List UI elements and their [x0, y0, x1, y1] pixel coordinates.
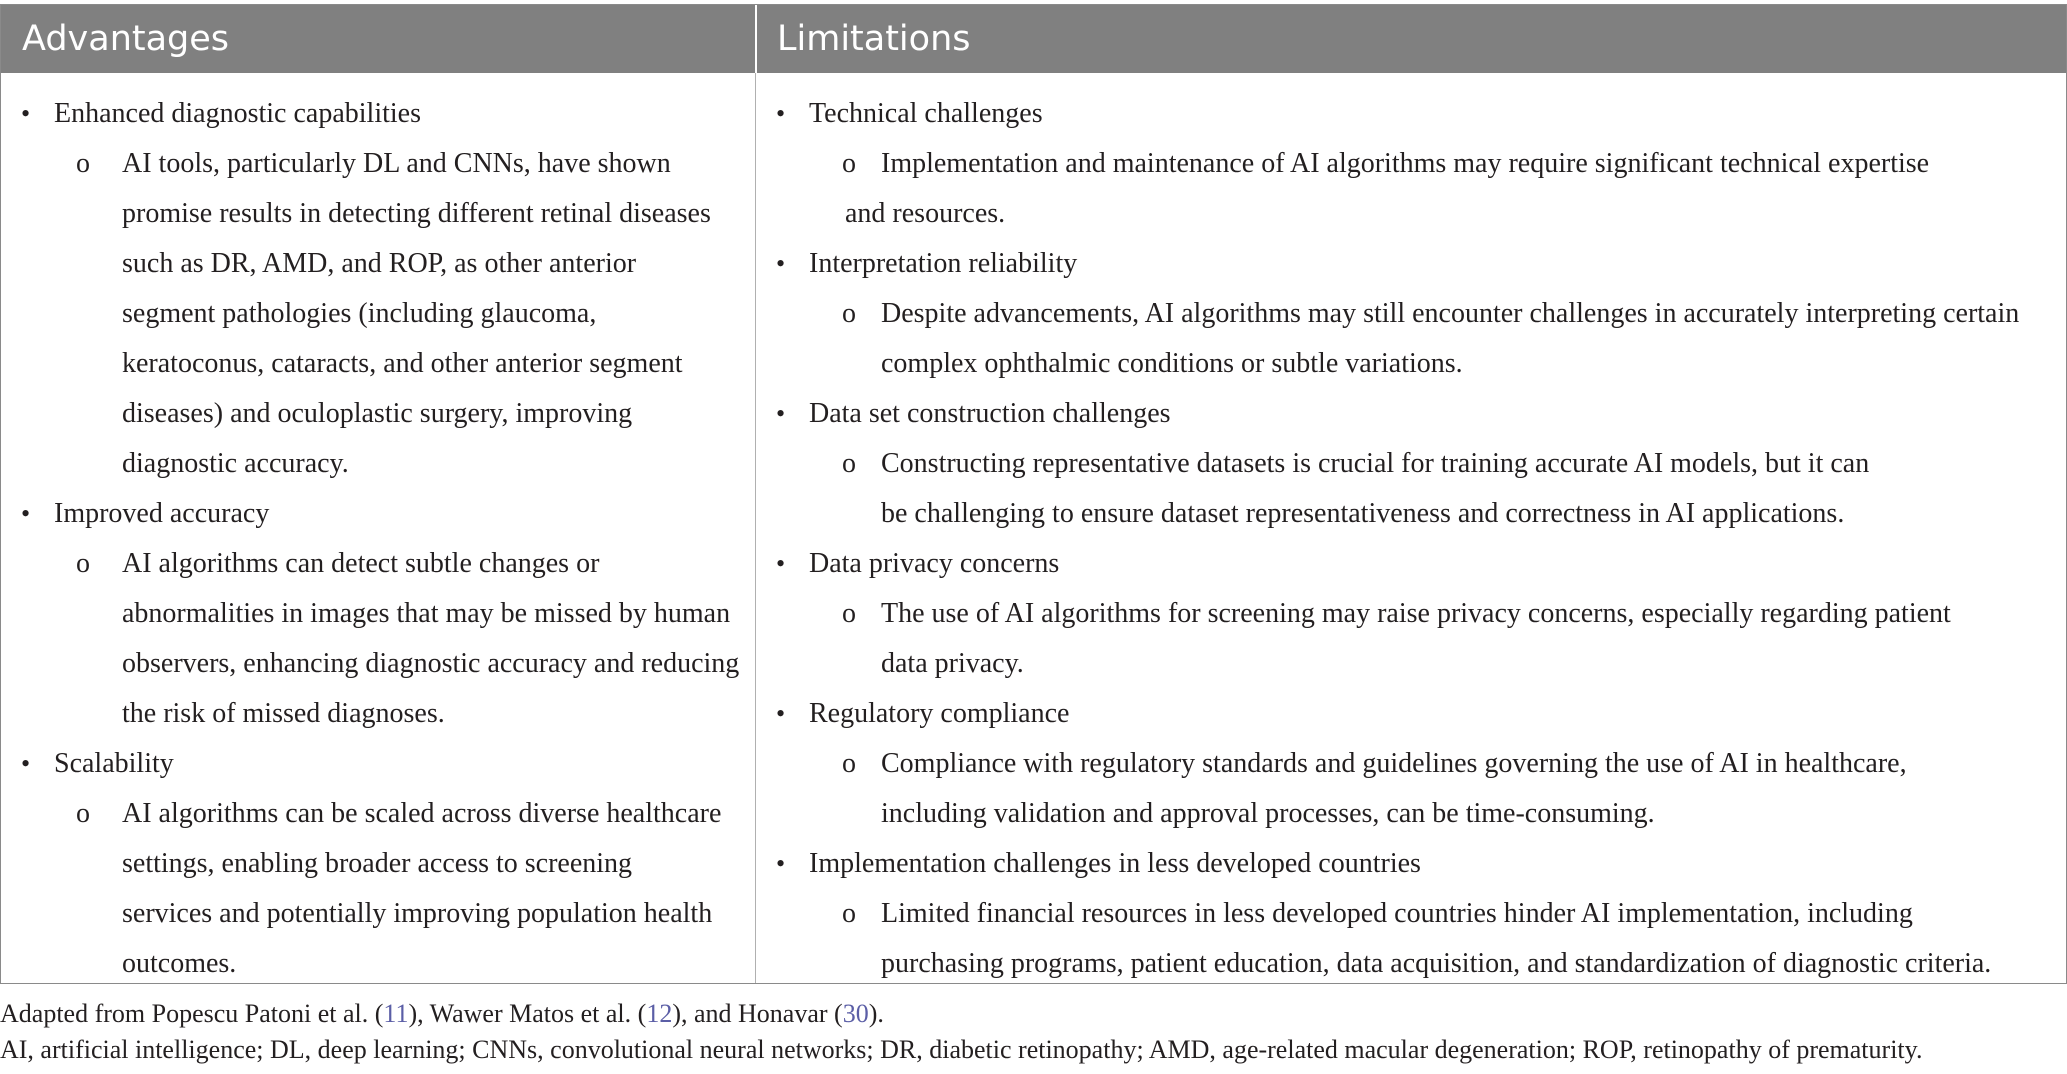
detail-line: abnormalities in images that may be missed by human [122, 598, 731, 629]
detail-line: services and potentially improving population health [122, 898, 713, 929]
detail-line: diseases) and oculoplastic surgery, improving [122, 398, 633, 429]
footnote-text: ), and Honavar ( [672, 999, 843, 1028]
sub-bullet-icon: o [842, 898, 856, 929]
sub-item [1, 789, 755, 989]
detail-line: including validation and approval processes, can be time-consuming. [881, 798, 1655, 829]
detail-line: Despite advancements, AI algorithms may still encounter challenges in accurately interpreting certain [881, 298, 2020, 329]
list-item [756, 689, 2066, 739]
sub-item [756, 439, 2066, 539]
detail-line: be challenging to ensure dataset representativeness and correctness in AI applications. [881, 498, 1845, 529]
advantages-column [1, 89, 755, 989]
sub-item [1, 539, 755, 739]
source-footnote [0, 996, 884, 1032]
table-header-row [1, 5, 2066, 73]
sub-bullet-icon: o [76, 798, 90, 829]
reference-link[interactable]: 30 [842, 999, 869, 1028]
sub-bullet-icon: o [76, 148, 90, 179]
bullet-icon: • [21, 99, 31, 128]
detail-line: Constructing representative datasets is crucial for training accurate AI models, but it can [881, 448, 1870, 479]
detail-line: promise results in detecting different retinal diseases [122, 198, 711, 229]
detail-line: outcomes. [122, 948, 237, 979]
bullet-icon: • [21, 749, 31, 778]
item-title: Data set construction challenges [809, 398, 1171, 429]
list-item [756, 89, 2066, 139]
item-title: Interpretation reliability [809, 248, 1078, 279]
detail-line: complex ophthalmic conditions or subtle variations. [881, 348, 1463, 379]
item-title: Technical challenges [809, 98, 1043, 129]
sub-item [756, 139, 2066, 239]
footnote-text: ). [868, 999, 884, 1028]
reference-link[interactable]: 11 [383, 999, 409, 1028]
bullet-icon: • [776, 549, 786, 578]
advantages-limitations-table [0, 4, 2067, 984]
list-item [756, 539, 2066, 589]
detail-line: such as DR, AMD, and ROP, as other anterior [122, 248, 637, 279]
detail-line: The use of AI algorithms for screening may raise privacy concerns, especially regarding patient [881, 598, 1951, 629]
bullet-icon: • [776, 399, 786, 428]
detail-line: Compliance with regulatory standards and guidelines governing the use of AI in healthcare, [881, 748, 1907, 779]
sub-bullet-icon: o [76, 548, 90, 579]
detail-line: Limited financial resources in less developed countries hinder AI implementation, including [881, 898, 1913, 929]
header-limitations: Limitations [777, 19, 971, 59]
detail-line: purchasing programs, patient education, data acquisition, and standardization of diagnostic criteria. [881, 948, 1992, 979]
limitations-column [756, 89, 2066, 989]
detail-line: AI tools, particularly DL and CNNs, have shown [122, 148, 671, 179]
bullet-icon: • [776, 699, 786, 728]
list-item [1, 489, 755, 539]
sub-bullet-icon: o [842, 748, 856, 779]
sub-bullet-icon: o [842, 298, 856, 329]
detail-line: Implementation and maintenance of AI algorithms may require significant technical expertise [881, 148, 1930, 179]
sub-bullet-icon: o [842, 448, 856, 479]
detail-line: AI algorithms can be scaled across diverse healthcare [122, 798, 722, 829]
sub-item [1, 139, 755, 489]
detail-line: AI algorithms can detect subtle changes or [122, 548, 600, 579]
detail-line: settings, enabling broader access to screening [122, 848, 633, 879]
sub-item [756, 289, 2066, 389]
reference-link[interactable]: 12 [646, 999, 673, 1028]
bullet-icon: • [21, 499, 31, 528]
bullet-icon: • [776, 249, 786, 278]
detail-line: data privacy. [881, 648, 1024, 679]
footnote-text: ), Wawer Matos et al. ( [408, 999, 647, 1028]
detail-line: and resources. [845, 198, 1006, 229]
item-title: Regulatory compliance [809, 698, 1070, 729]
detail-line: segment pathologies (including glaucoma, [122, 298, 597, 329]
list-item [756, 389, 2066, 439]
item-title: Improved accuracy [54, 498, 270, 529]
list-item [1, 739, 755, 789]
detail-line: observers, enhancing diagnostic accuracy and reducing [122, 648, 740, 679]
bullet-icon: • [776, 99, 786, 128]
footnote-text: Adapted from Popescu Patoni et al. ( [0, 999, 384, 1028]
list-item [1, 89, 755, 139]
list-item [756, 839, 2066, 889]
item-title: Scalability [54, 748, 174, 779]
sub-bullet-icon: o [842, 598, 856, 629]
header-advantages: Advantages [22, 19, 230, 59]
detail-line: the risk of missed diagnoses. [122, 698, 445, 729]
detail-line: keratoconus, cataracts, and other anterior segment [122, 348, 683, 379]
sub-bullet-icon: o [842, 148, 856, 179]
sub-item [756, 739, 2066, 839]
abbreviations-footnote: AI, artificial intelligence; DL, deep learning; CNNs, convolutional neural networks; DR, diabetic retinopathy; AMD, age-related macular degeneration; ROP, retinopathy of prematurity. [0, 1035, 1923, 1064]
sub-item [756, 589, 2066, 689]
item-title: Data privacy concerns [809, 548, 1060, 579]
item-title: Implementation challenges in less developed countries [809, 848, 1421, 879]
detail-line: diagnostic accuracy. [122, 448, 349, 479]
list-item [756, 239, 2066, 289]
bullet-icon: • [776, 849, 786, 878]
sub-item [756, 889, 2066, 989]
item-title: Enhanced diagnostic capabilities [54, 98, 421, 129]
